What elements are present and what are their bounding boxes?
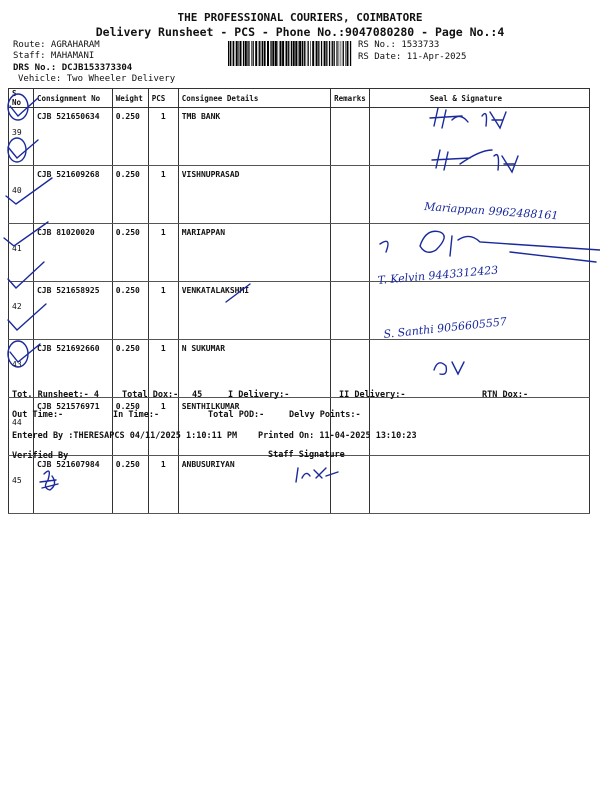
row-remarks (331, 108, 370, 166)
total-dox-value: 45 (192, 390, 203, 400)
row-consignment-no: CJB 521692660 (33, 340, 112, 398)
drs-number: DRS No.: DCJB153373304 (13, 63, 133, 73)
table-row (9, 456, 590, 514)
row-weight: 0.250 (112, 456, 148, 514)
row-weight: 0.250 (112, 398, 148, 456)
row-pcs: 1 (148, 456, 178, 514)
row-pcs: 1 (148, 166, 178, 224)
table-row (9, 108, 590, 166)
row-weight: 0.250 (112, 108, 148, 166)
row-consignee: N SUKUMAR (178, 340, 330, 398)
rtn-dox: RTN Dox:- (482, 390, 529, 400)
row-pcs: 1 (148, 282, 178, 340)
col-remarks: Remarks (331, 89, 370, 108)
row-pcs: 1 (148, 340, 178, 398)
total-pod: Total POD:- (208, 410, 265, 420)
row-consignment-no: CJB 521607984 (33, 456, 112, 514)
row-remarks (331, 456, 370, 514)
table-row (9, 398, 590, 456)
row-consignment-no: CJB 521658925 (33, 282, 112, 340)
col-seal-signature: Seal & Signature (369, 89, 589, 108)
row-consignment-no: CJB 81020020 (33, 224, 112, 282)
row-consignee: VISHNUPRASAD (178, 166, 330, 224)
row-weight: 0.250 (112, 224, 148, 282)
barcode-icon (228, 41, 352, 66)
handwritten-kelvin: T. Kelvin 9443312423 (377, 263, 499, 287)
row-seal-signature (369, 282, 589, 340)
row-sno: 42 (9, 282, 34, 340)
printed-on: Printed On: 11-04-2025 13:10:23 (258, 431, 417, 441)
row-consignment-no: CJB 521576971 (33, 398, 112, 456)
row-seal-signature (369, 166, 589, 224)
tot-runsheet: Tot. Runsheet:- 4 (12, 390, 99, 400)
row-seal-signature (369, 340, 589, 398)
handwritten-mariappan: Mariappan 9962488161 (423, 200, 559, 223)
row-pcs: 1 (148, 108, 178, 166)
row-remarks (331, 166, 370, 224)
verified-by: Verified By (12, 451, 69, 461)
row-pcs: 1 (148, 398, 178, 456)
table-row (9, 282, 590, 340)
row-weight: 0.250 (112, 340, 148, 398)
route-label: Route: AGRAHARAM (13, 40, 100, 50)
rs-date: RS Date: 11-Apr-2025 (358, 52, 467, 62)
col-sno: S No (9, 89, 34, 108)
handwritten-santhi: S. Santhi 9056605557 (382, 315, 508, 341)
table-row (9, 166, 590, 224)
row-seal-signature (369, 398, 589, 456)
staff-label: Staff: MAHAMANI (13, 51, 95, 61)
row-sno: 40 (9, 166, 34, 224)
row-remarks (331, 282, 370, 340)
row-consignment-no: CJB 521650634 (33, 108, 112, 166)
row-sno: 41 (9, 224, 34, 282)
row-seal-signature (369, 224, 589, 282)
row-consignee: ANBUSURIYAN (178, 456, 330, 514)
row-consignee: VENKATALAKSHMI (178, 282, 330, 340)
out-time: Out Time:- (12, 410, 64, 420)
entered-by: Entered By :THERESAPCS 04/11/2025 1:10:11 PM (12, 431, 238, 441)
col-consignee: Consignee Details (178, 89, 330, 108)
row-sno: 39 (9, 108, 34, 166)
row-consignment-no: CJB 521609268 (33, 166, 112, 224)
runsheet-subtitle: Delivery Runsheet - PCS - Phone No.:9047080280 - Page No.:4 (95, 25, 505, 39)
row-weight: 0.250 (112, 166, 148, 224)
table-row (9, 340, 590, 398)
company-title: THE PROFESSIONAL COURIERS, COIMBATORE (177, 11, 423, 24)
delvy-points: Delvy Points:- (289, 410, 361, 420)
row-seal-signature (369, 108, 589, 166)
row-consignee: TMB BANK (178, 108, 330, 166)
i-delivery: I Delivery:- (228, 390, 290, 400)
row-sno: 44 (9, 398, 34, 456)
staff-signature-label: Staff Signature (268, 450, 345, 460)
row-sno: 45 (9, 456, 34, 514)
row-seal-signature (369, 456, 589, 514)
row-consignee: SENTHILKUMAR (178, 398, 330, 456)
col-pcs: PCS (148, 89, 178, 108)
col-weight: Weight (112, 89, 148, 108)
vehicle-label: Vehicle: Two Wheeler Delivery (18, 74, 176, 84)
row-remarks (331, 224, 370, 282)
row-remarks (331, 340, 370, 398)
rs-number: RS No.: 1533733 (358, 40, 440, 50)
table-header-row (9, 89, 590, 108)
col-consignment: Consignment No (33, 89, 112, 108)
row-weight: 0.250 (112, 282, 148, 340)
total-dox-label: Total Dox:- (122, 390, 179, 400)
in-time: In Time:- (113, 410, 160, 420)
table-row (9, 224, 590, 282)
row-sno: 43 (9, 340, 34, 398)
ii-delivery: II Delivery:- (339, 390, 406, 400)
row-remarks (331, 398, 370, 456)
row-pcs: 1 (148, 224, 178, 282)
row-consignee: MARIAPPAN (178, 224, 330, 282)
